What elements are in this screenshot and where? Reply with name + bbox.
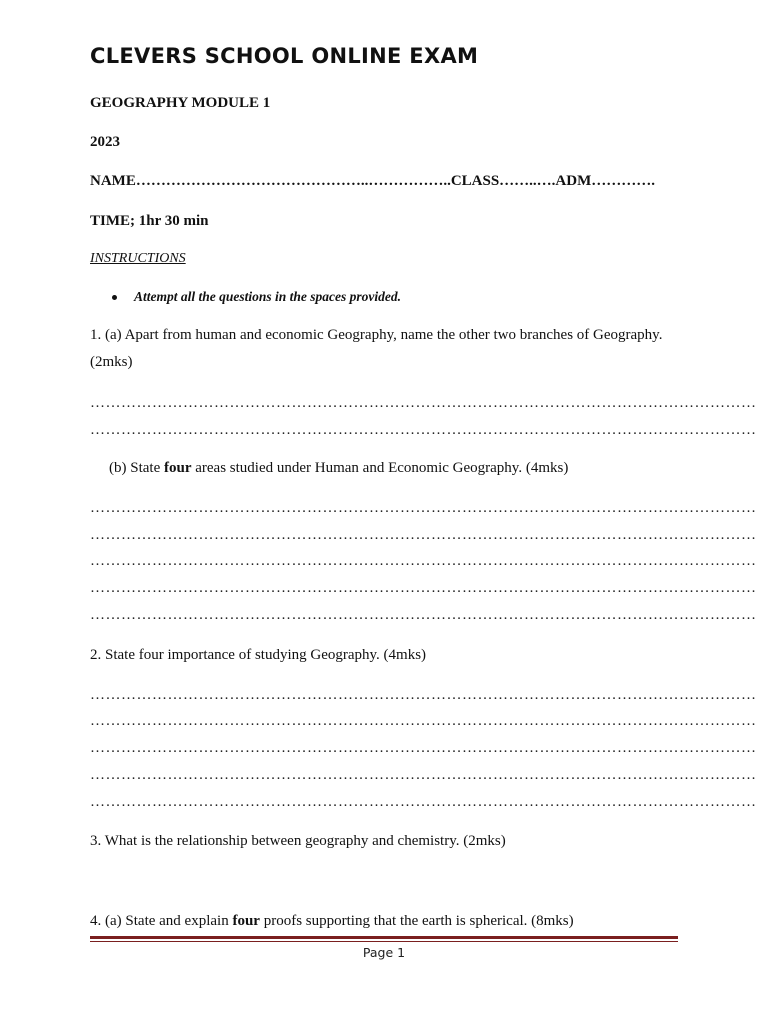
question-1b [109,460,568,477]
answer-line: ………………………………………………………………………………………………………………… [90,580,757,596]
instruction-item [112,289,401,305]
question-4a-text-end: proofs supporting that the earth is spherical. (8mks) [259,913,574,929]
answer-line: ………………………………………………………………………………………………………………… [90,687,757,703]
instructions-heading: INSTRUCTIONS [90,251,186,266]
question-4a-text: 4. (a) State and explain [90,913,233,929]
question-1a-line-1: 1. (a) Apart from human and economic Geography, name the other two branches of Geography. [90,327,663,343]
question-2: 2. State four importance of studying Geography. (4mks) [90,647,427,663]
answer-line: ………………………………………………………………………………………………………………… [90,422,757,438]
student-details-line: NAME………………………………………..……………..CLASS……..….ADM…………. [90,173,656,189]
answer-line: ………………………………………………………………………………………………………………… [90,527,757,543]
question-1a-line-2: (2mks) [90,354,133,370]
question-1b-emphasis: four [163,460,192,476]
footer-rule-thin [90,941,678,942]
answer-line: ………………………………………………………………………………………………………………… [90,713,757,729]
question-3: 3. What is the relationship between geography and chemistry. (2mks) [90,833,506,849]
instruction-text: Attempt all the questions in the spaces provided. [134,289,402,304]
bullet-icon [112,295,117,300]
time-label: TIME; 1hr 30 min [90,213,209,229]
footer-rule-thick [90,936,678,939]
answer-line: ………………………………………………………………………………………………………………… [90,553,757,569]
answer-line: ………………………………………………………………………………………………………………… [90,395,757,411]
question-4a-emphasis: four [232,913,260,929]
page-number: Page 1 [362,945,406,960]
exam-page [90,0,757,1024]
year-label: 2023 [90,134,120,150]
question-4a [90,913,574,930]
answer-line: ………………………………………………………………………………………………………………… [90,740,757,756]
answer-line: ………………………………………………………………………………………………………………… [90,767,757,783]
question-1b-text-end: areas studied under Human and Economic Geography. (4mks) [191,460,569,476]
module-label: GEOGRAPHY MODULE 1 [90,95,271,111]
answer-line: ………………………………………………………………………………………………………………… [90,500,757,516]
answer-line: ………………………………………………………………………………………………………………… [90,794,757,810]
exam-title: CLEVERS SCHOOL ONLINE EXAM [90,44,479,68]
question-1b-text: (b) State [109,460,164,476]
answer-line: ………………………………………………………………………………………………………………… [90,607,757,623]
